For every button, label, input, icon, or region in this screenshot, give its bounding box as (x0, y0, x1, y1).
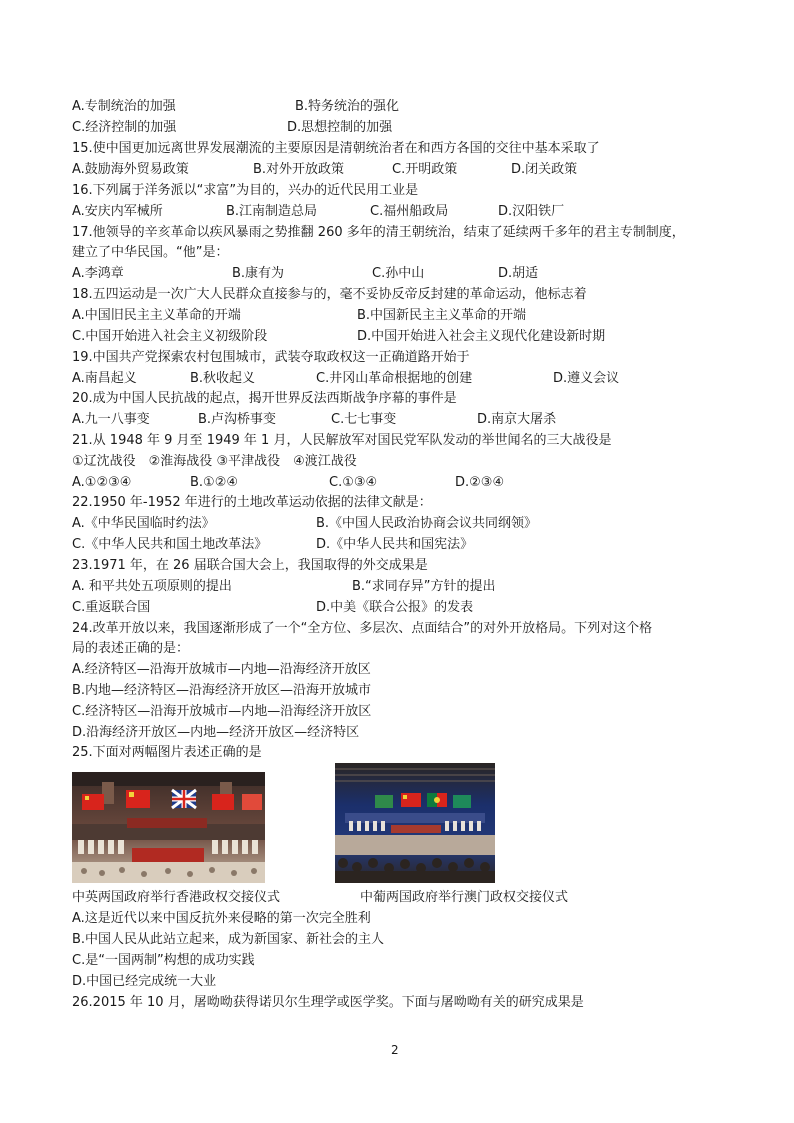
q16-option-c: C.福州船政局 (370, 204, 449, 219)
q21-stem: 21.从 1948 年 9 月至 1949 年 1 月，人民解放军对国民党军队发动的举世闻名的三大战役是 (72, 433, 612, 448)
q14-option-d: D.思想控制的加强 (287, 120, 393, 135)
q18-option-a: A.中国旧民主主义革命的开端 (72, 308, 241, 323)
q20-option-b: B.卢沟桥事变 (198, 412, 277, 427)
q24-option-d: D.沿海经济开放区—内地—经济开放区—经济特区 (72, 725, 360, 740)
q16-option-d: D.汉阳铁厂 (498, 204, 565, 219)
q17-option-a: A.李鸿章 (72, 266, 124, 281)
q19-option-a: A.南昌起义 (72, 371, 137, 386)
q17-option-b: B.康有为 (232, 266, 285, 281)
q25-stem: 25.下面对两幅图片表述正确的是 (72, 745, 262, 760)
q21-option-b: B.①②④ (190, 475, 239, 490)
q21-option-a: A.①②③④ (72, 475, 132, 490)
q20-stem: 20.成为中国人民抗战的起点，揭开世界反法西斯战争序幕的事件是 (72, 391, 457, 406)
q14-option-b: B.特务统治的强化 (295, 99, 400, 114)
hong-kong-handover-illustration (72, 772, 265, 883)
q19-option-c: C.井冈山革命根据地的创建 (316, 371, 473, 386)
q16-option-b: B.江南制造总局 (226, 204, 318, 219)
q20-option-d: D.南京大屠杀 (477, 412, 557, 427)
q14-option-c: C.经济控制的加强 (72, 120, 177, 135)
q22-option-b: B.《中国人民政治协商会议共同纲领》 (316, 516, 538, 531)
q25-option-a: A.这是近代以来中国反抗外来侵略的第一次完全胜利 (72, 911, 371, 926)
q19-option-b: B.秋收起义 (190, 371, 256, 386)
q23-stem: 23.1971 年，在 26 届联合国大会上，我国取得的外交成果是 (72, 558, 428, 573)
page-number: 2 (391, 1043, 399, 1057)
q15-stem: 15.使中国更加远离世界发展潮流的主要原因是清朝统治者在和西方各国的交往中基本采取了 (72, 141, 600, 156)
q25-option-b: B.中国人民从此站立起来，成为新国家、新社会的主人 (72, 932, 385, 947)
q24-option-c: C.经济特区—沿海开放城市—内地—沿海经济开放区 (72, 704, 372, 719)
q18-option-c: C.中国开始进入社会主义初级阶段 (72, 329, 268, 344)
q14-option-a: A.专制统治的加强 (72, 99, 176, 114)
macau-photo-caption: 中葡两国政府举行澳门政权交接仪式 (360, 890, 569, 905)
q18-option-b: B.中国新民主主义革命的开端 (357, 308, 527, 323)
q15-option-c: C.开明政策 (392, 162, 458, 177)
q22-option-a: A.《中华民国临时约法》 (72, 516, 215, 531)
q15-option-d: D.闭关政策 (511, 162, 578, 177)
q18-option-d: D.中国开始进入社会主义现代化建设新时期 (357, 329, 606, 344)
q23-option-b: B.“求同存异”方针的提出 (352, 579, 496, 594)
q16-stem: 16.下列属于洋务派以“求富”为目的，兴办的近代民用工业是 (72, 183, 419, 198)
q22-option-c: C.《中华人民共和国土地改革法》 (72, 537, 268, 552)
q24-option-a: A.经济特区—沿海开放城市—内地—沿海经济开放区 (72, 662, 371, 677)
q24-stem-line1: 24.改革开放以来，我国逐渐形成了一个“全方位、多层次、点面结合”的对外开放格局。下列对这个格 (72, 621, 653, 636)
q18-stem: 18.五四运动是一次广大人民群众直接参与的，毫不妥协反帝反封建的革命运动，他标志着 (72, 287, 587, 302)
q19-option-d: D.遵义会议 (553, 371, 620, 386)
q22-option-d: D.《中华人民共和国宪法》 (316, 537, 474, 552)
q17-option-d: D.胡适 (498, 266, 539, 281)
q23-option-c: C.重返联合国 (72, 600, 151, 615)
q24-stem-line2: 局的表述正确的是： (72, 641, 190, 656)
q17-stem-line2: 建立了中华民国。“他”是： (72, 245, 229, 260)
q15-option-a: A.鼓励海外贸易政策 (72, 162, 189, 177)
macau-handover-illustration (335, 763, 495, 883)
hong-kong-photo-caption: 中英两国政府举行香港政权交接仪式 (72, 890, 281, 905)
q21-option-c: C.①③④ (329, 475, 378, 490)
macau-handover-photo (335, 763, 495, 883)
q23-option-a: A. 和平共处五项原则的提出 (72, 579, 232, 594)
q19-stem: 19.中国共产党探索农村包围城市，武装夺取政权这一正确道路开始于 (72, 350, 470, 365)
q21-items: ①辽沈战役 ②淮海战役 ③平津战役 ④渡江战役 (72, 454, 357, 469)
q25-option-c: C.是“一国两制”构想的成功实践 (72, 953, 255, 968)
q17-stem-line1: 17.他领导的辛亥革命以疾风暴雨之势推翻 260 多年的清王朝统治，结束了延续两千多年的君主专制制度， (72, 225, 685, 240)
q20-option-c: C.七七事变 (331, 412, 397, 427)
q24-option-b: B.内地—经济特区—沿海经济开放区—沿海开放城市 (72, 683, 372, 698)
hong-kong-handover-photo (72, 772, 265, 883)
q23-option-d: D.中美《联合公报》的发表 (316, 600, 474, 615)
q17-option-c: C.孙中山 (372, 266, 425, 281)
q15-option-b: B.对外开放政策 (253, 162, 345, 177)
q25-option-d: D.中国已经完成统一大业 (72, 974, 217, 989)
q16-option-a: A.安庆内军械所 (72, 204, 163, 219)
q26-stem: 26.2015 年 10 月，屠呦呦获得诺贝尔生理学或医学奖。下面与屠呦呦有关的研究成果是 (72, 995, 584, 1010)
q21-option-d: D.②③④ (455, 475, 505, 490)
q22-stem: 22.1950 年-1952 年进行的土地改革运动依据的法律文献是： (72, 495, 432, 510)
q20-option-a: A.九一八事变 (72, 412, 150, 427)
